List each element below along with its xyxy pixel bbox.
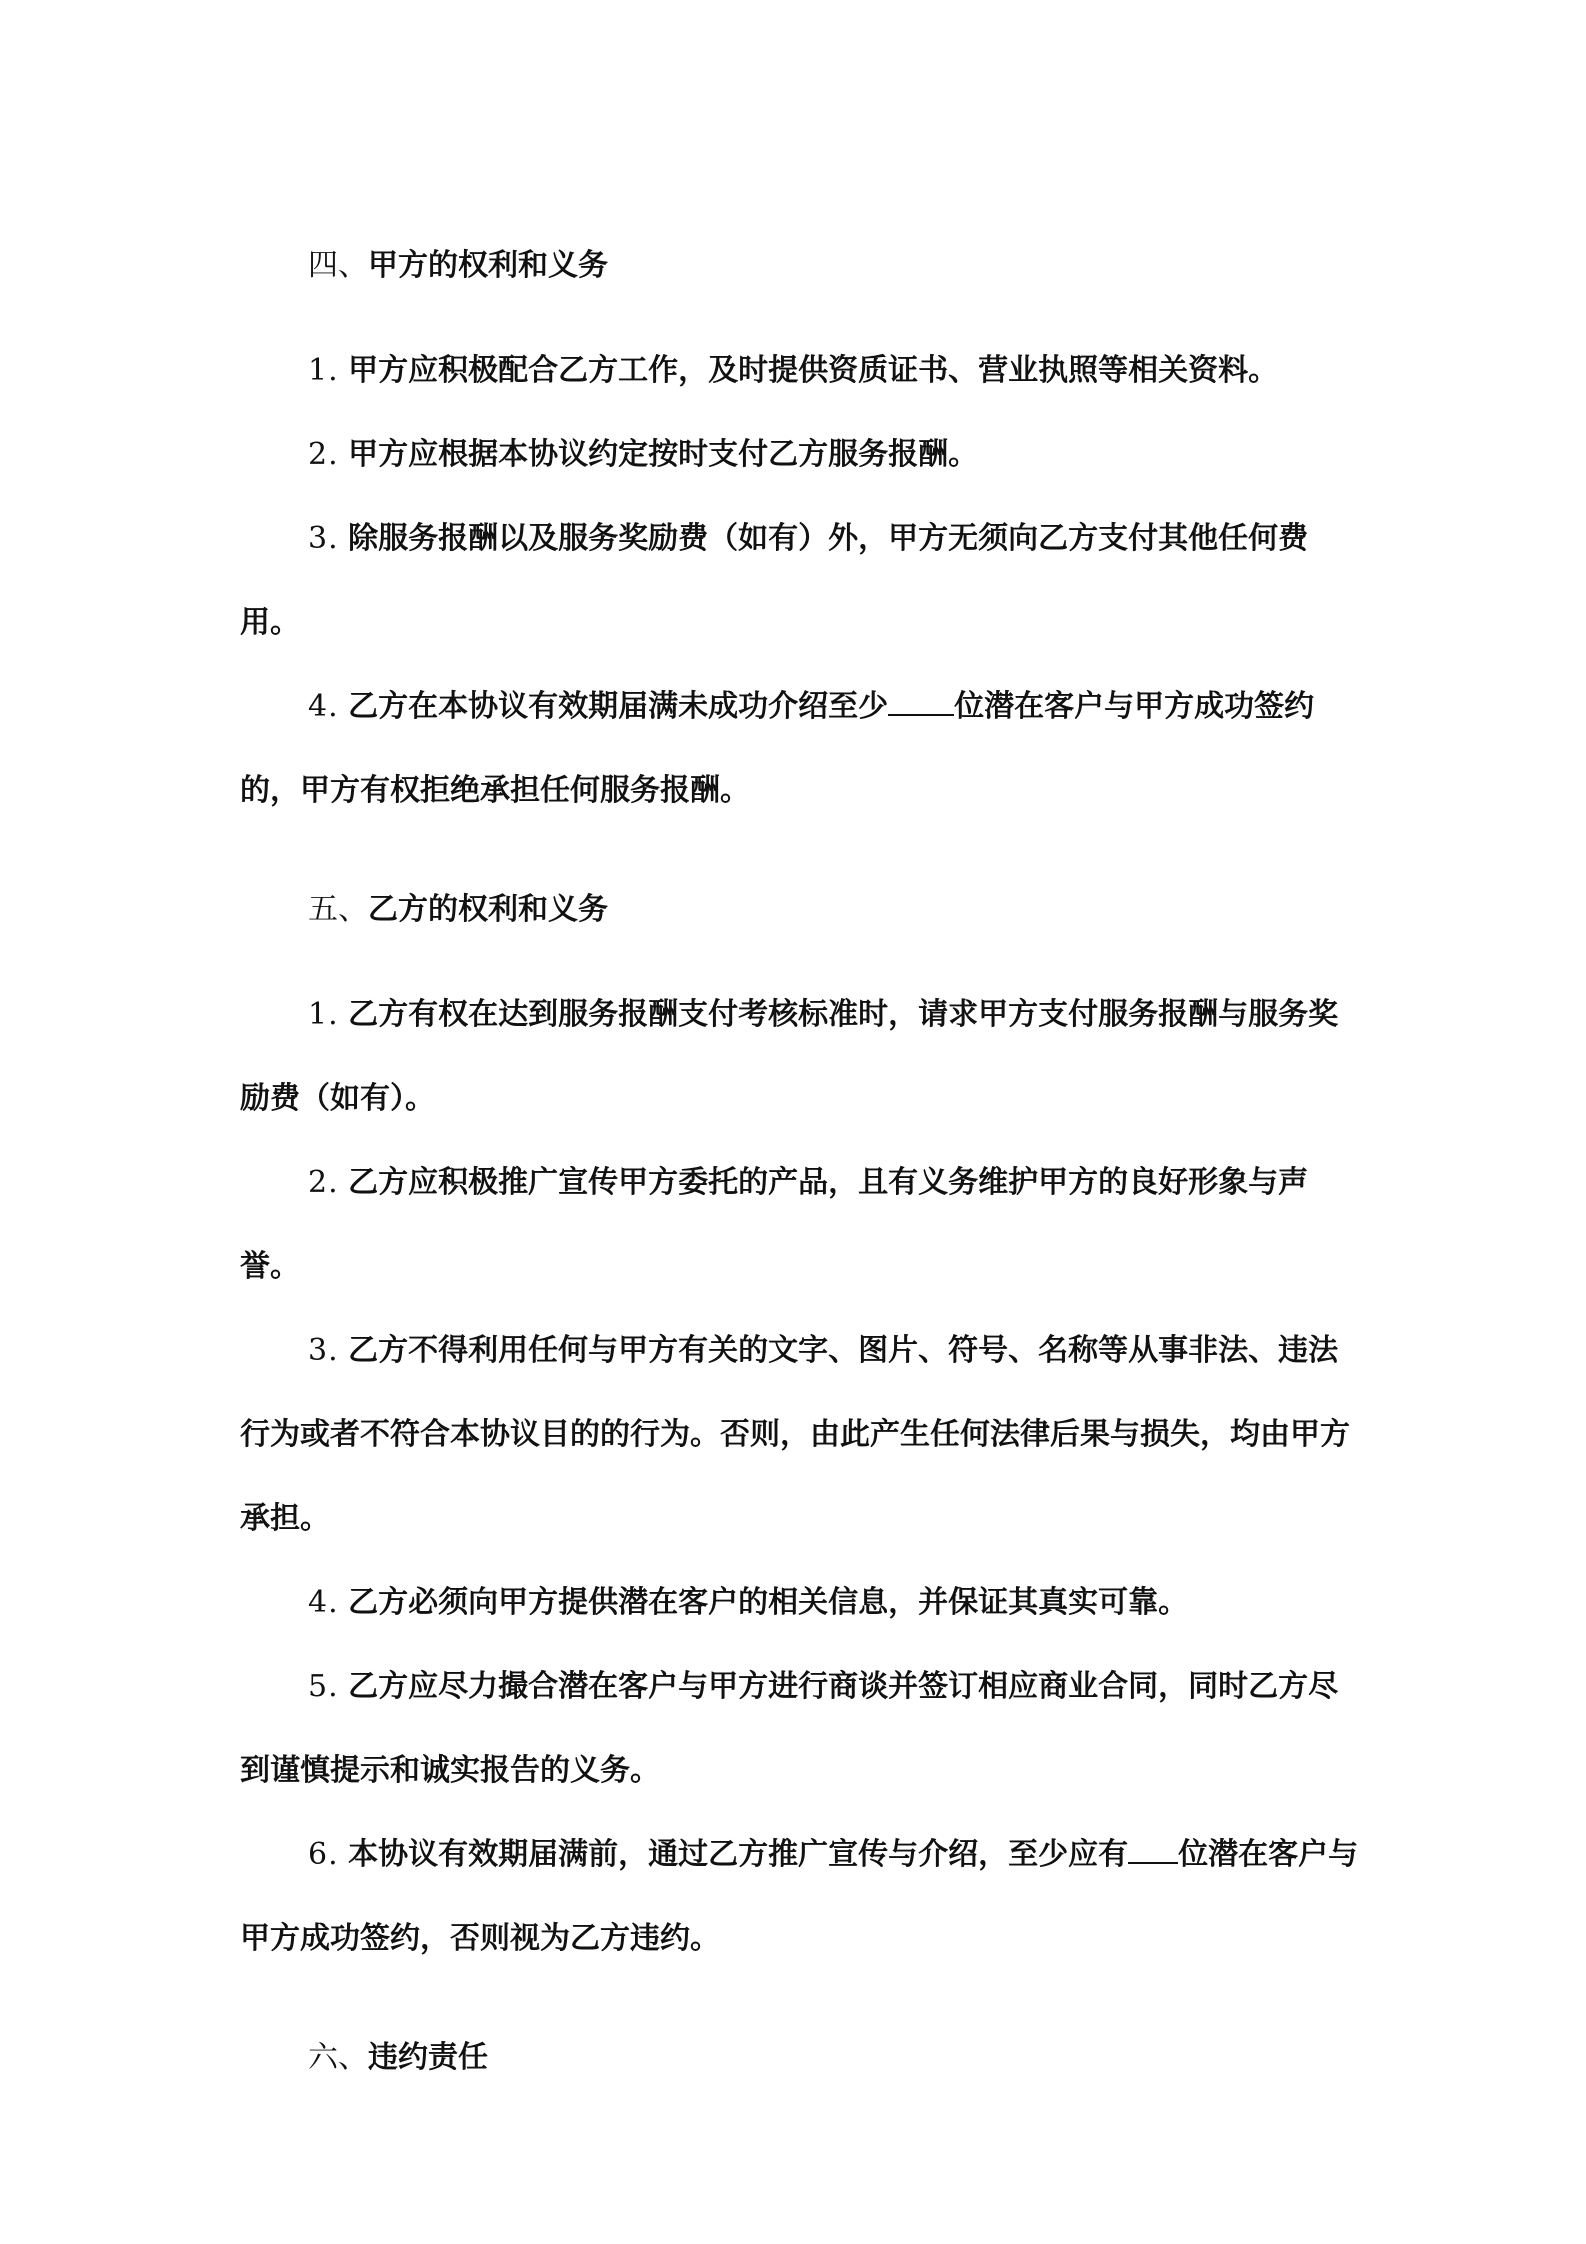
document-body <box>240 245 1360 2079</box>
clause-index: 6. <box>308 1837 339 1872</box>
fill-in-blank <box>1128 1832 1178 1864</box>
clause-4-2 <box>240 413 1360 497</box>
section-title: 甲方的权利和义务 <box>368 248 608 283</box>
section-heading-5 <box>240 889 1360 931</box>
clause-5-2 <box>240 1141 1360 1309</box>
clause-index: 5. <box>308 1669 339 1704</box>
section-title: 乙方的权利和义务 <box>368 892 608 927</box>
clause-text: 乙方不得利用任何与甲方有关的文字、图片、符号、名称等从事非法、违法行为或者不符合本协议目的的行为。否则，由此产生任何法律后果与损失，均由甲方承担。 <box>240 1333 1350 1536</box>
clause-index: 2. <box>308 1165 339 1200</box>
fill-in-blank <box>888 684 954 716</box>
clause-text-after-blank: 位潜在客户与甲方成功签约的，甲方有权拒绝承担任何服务报酬。 <box>240 689 1315 808</box>
clause-5-4 <box>240 1561 1360 1645</box>
clause-index: 3. <box>308 1333 339 1368</box>
clause-text: 乙方应尽力撮合潜在客户与甲方进行商谈并签订相应商业合同，同时乙方尽到谨慎提示和诚实报告的义务。 <box>240 1669 1339 1788</box>
section-title: 违约责任 <box>368 2040 488 2075</box>
clause-text-before-blank: 本协议有效期届满前，通过乙方推广宣传与介绍，至少应有 <box>348 1837 1129 1872</box>
clause-4-4 <box>240 665 1360 833</box>
clause-index: 1. <box>308 997 339 1032</box>
clause-text-before-blank: 乙方在本协议有效期届满未成功介绍至少 <box>348 689 889 724</box>
clause-5-6 <box>240 1813 1360 1981</box>
section-heading-4 <box>240 245 1360 287</box>
clause-index: 4. <box>308 1585 339 1620</box>
section-number: 四、 <box>308 248 368 283</box>
clause-text: 甲方应根据本协议约定按时支付乙方服务报酬。 <box>348 437 979 472</box>
clause-text: 乙方必须向甲方提供潜在客户的相关信息，并保证其真实可靠。 <box>348 1585 1189 1620</box>
clause-5-1 <box>240 973 1360 1141</box>
section-heading-6 <box>240 2037 1360 2079</box>
clause-index: 1. <box>308 353 339 388</box>
clause-5-5 <box>240 1645 1360 1813</box>
clause-4-1 <box>240 329 1360 413</box>
clause-5-3 <box>240 1309 1360 1561</box>
clause-index: 3. <box>308 521 339 556</box>
clause-text: 除服务报酬以及服务奖励费（如有）外，甲方无须向乙方支付其他任何费用。 <box>240 521 1309 640</box>
section-number: 六、 <box>308 2040 368 2075</box>
clause-text: 甲方应积极配合乙方工作，及时提供资质证书、营业执照等相关资料。 <box>348 353 1279 388</box>
section-number: 五、 <box>308 892 368 927</box>
clause-text-after-blank: 位潜在客户与甲方成功签约，否则视为乙方违约。 <box>240 1837 1359 1956</box>
clause-text: 乙方应积极推广宣传甲方委托的产品，且有义务维护甲方的良好形象与声誉。 <box>240 1165 1309 1284</box>
clause-4-3 <box>240 497 1360 665</box>
clause-index: 4. <box>308 689 339 724</box>
clause-text: 乙方有权在达到服务报酬支付考核标准时，请求甲方支付服务报酬与服务奖励费（如有）。 <box>240 997 1339 1116</box>
clause-index: 2. <box>308 437 339 472</box>
